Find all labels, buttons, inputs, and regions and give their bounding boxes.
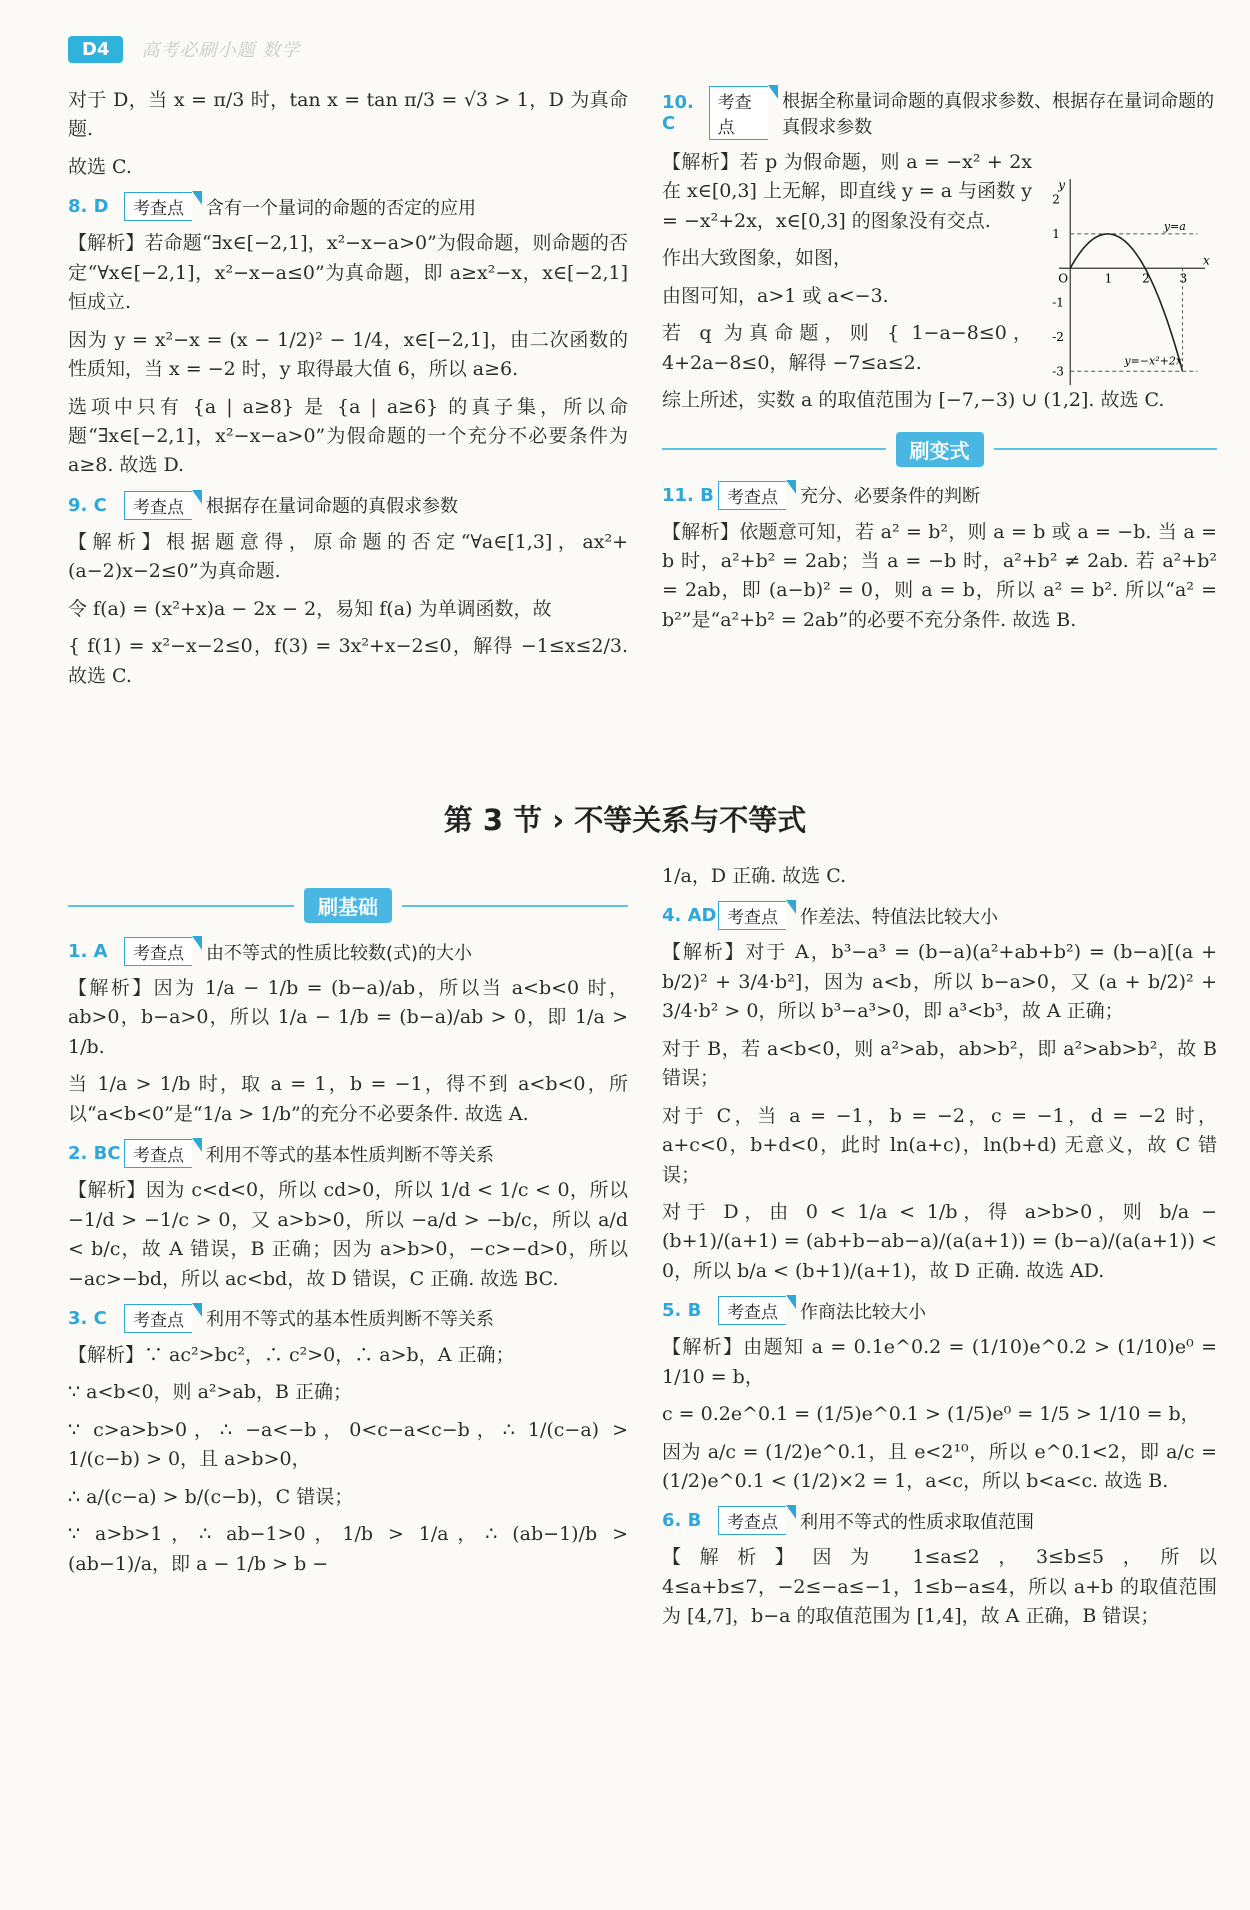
solution-line: 对于 D，当 x = π/3 时，tan x = tan π/3 = √3 > 1，D 为真命题. bbox=[68, 86, 628, 145]
solution-line: 【解析】因为 1/a − 1/b = (b−a)/ab，所以当 a<b<0 时，ab>0，b−a>0，所以 1/a − 1/b = (b−a)/ab > 0，即 1/a > 1/b. bbox=[68, 974, 628, 1062]
question-topic: 由不等式的性质比较数(式)的大小 bbox=[206, 939, 472, 965]
solution-line: 综上所述，实数 a 的取值范围为 [−7,−3) ∪ (1,2]. 故选 C. bbox=[662, 386, 1217, 415]
question-topic: 利用不等式的基本性质判断不等关系 bbox=[206, 1141, 494, 1167]
solution-line: 1/a，D 正确. 故选 C. bbox=[662, 862, 1217, 891]
solution-line: 令 f(a) = (x²+x)a − 2x − 2，易知 f(a) 为单调函数，故 bbox=[68, 595, 628, 624]
solution-line: 【解析】若 p 为假命题，则 a = −x² + 2x 在 x∈[0,3] 上无解，即直线 y = a 与函数 y = −x²+2x，x∈[0,3] 的图象没有交点. bbox=[662, 148, 1032, 236]
x-tick-label: O bbox=[1058, 271, 1068, 285]
solution-line: 对于 B，若 a<b<0，则 a²>ab，ab>b²，即 a²>ab>b²，故 B 错误； bbox=[662, 1035, 1217, 1094]
solution-line: ∵ c>a>b>0，∴ −a<−b，0<c−a<c−b，∴ 1/(c−a) > 1/(c−b) > 0，且 a>b>0， bbox=[68, 1416, 628, 1475]
question-number: 4. AD bbox=[662, 905, 718, 926]
right-column-bottom bbox=[662, 862, 1217, 1640]
question-number: 6. B bbox=[662, 1510, 718, 1531]
x-tick-label: 2 bbox=[1142, 271, 1150, 285]
topic-tag: 考查点 bbox=[718, 901, 786, 930]
question-topic: 利用不等式的基本性质判断不等关系 bbox=[206, 1305, 494, 1331]
topic-tag: 考查点 bbox=[124, 1139, 192, 1168]
banner-rule bbox=[68, 905, 294, 907]
banner-label: 刷基础 bbox=[304, 888, 392, 923]
solution-line: 【解析】依题意可知，若 a² = b²，则 a = b 或 a = −b. 当 a = b 时，a²+b² = 2ab；当 a = −b 时，a²+b² ≠ 2ab. 若 a²+b² = 2ab，即 (a−b)² = 0，则 a = b，所以 a² = b². 所以“a² = b²”是“a²+b² = 2ab”的必要不充分条件. 故选 B. bbox=[662, 518, 1217, 636]
topic-tag: 考查点 bbox=[124, 937, 192, 966]
question-header bbox=[68, 1304, 628, 1333]
y-tick-label: -3 bbox=[1052, 364, 1064, 378]
topic-tag: 考查点 bbox=[124, 1304, 192, 1333]
left-column-top bbox=[68, 86, 628, 699]
solution-line: 因为 y = x²−x = (x − 1/2)² − 1/4，x∈[−2,1]，由二次函数的性质知，当 x = −2 时，y 取得最大值 6，所以 a≥6. bbox=[68, 326, 628, 385]
x-tick-label: 3 bbox=[1180, 271, 1188, 285]
banner-rule bbox=[662, 448, 886, 450]
book-title: 高考必刷小题 数学 bbox=[141, 36, 300, 62]
solution-line: ∴ a/(c−a) > b/(c−b)，C 错误； bbox=[68, 1483, 628, 1512]
solution-line: 因为 a/c = (1/2)e^0.1，且 e<2¹⁰，所以 e^0.1<2，即 a/c = (1/2)e^0.1 < (1/2)×2 = 1，a<c，所以 b<a<c. 故选 B. bbox=[662, 1438, 1217, 1497]
question-number: 3. C bbox=[68, 1308, 124, 1329]
question-number: 9. C bbox=[68, 495, 124, 516]
topic-tag: 考查点 bbox=[718, 1506, 786, 1535]
solution-line: c = 0.2e^0.1 = (1/5)e^0.1 > (1/5)e⁰ = 1/5 > 1/10 = b， bbox=[662, 1400, 1217, 1429]
solution-line: 由图可知，a>1 或 a<−3. bbox=[662, 282, 1032, 311]
page-header bbox=[68, 32, 300, 66]
question-topic: 作商法比较大小 bbox=[800, 1298, 926, 1324]
section-banner bbox=[68, 888, 628, 923]
banner-rule bbox=[994, 448, 1218, 450]
question-header bbox=[662, 1506, 1217, 1535]
question-number: 10. C bbox=[662, 92, 709, 134]
question-topic: 充分、必要条件的判断 bbox=[800, 482, 980, 508]
y-tick-label: -2 bbox=[1052, 330, 1064, 344]
question-header bbox=[662, 481, 1217, 510]
question-number: 5. B bbox=[662, 1300, 718, 1321]
function-graph bbox=[1047, 171, 1217, 401]
question-header bbox=[68, 1139, 628, 1168]
solution-line: 作出大致图象，如图， bbox=[662, 244, 1032, 273]
topic-tag: 考查点 bbox=[709, 86, 768, 140]
x-tick-label: 1 bbox=[1105, 271, 1113, 285]
question-topic: 根据全称量词命题的真假求参数、根据存在量词命题的真假求参数 bbox=[782, 87, 1217, 139]
topic-tag: 考查点 bbox=[718, 481, 786, 510]
solution-line: 若 q 为真命题，则 { 1−a−8≤0，4+2a−8≤0，解得 −7≤a≤2. bbox=[662, 319, 1032, 378]
solution-line: 【解析】若命题“∃x∈[−2,1]，x²−x−a>0”为假命题，则命题的否定“∀x∈[−2,1]，x²−x−a≤0”为真命题，即 a≥x²−x，x∈[−2,1] 恒成立. bbox=[68, 229, 628, 317]
solution-line: ∵ a<b<0，则 a²>ab，B 正确； bbox=[68, 1378, 628, 1407]
solution-line: 【解析】由题知 a = 0.1e^0.2 = (1/10)e^0.2 > (1/10)e⁰ = 1/10 = b， bbox=[662, 1333, 1217, 1392]
solution-line: 【解析】∵ ac²>bc²，∴ c²>0，∴ a>b，A 正确； bbox=[68, 1341, 628, 1370]
question-header bbox=[68, 937, 628, 966]
question-header bbox=[662, 901, 1217, 930]
question-topic: 含有一个量词的命题的否定的应用 bbox=[206, 194, 476, 220]
question-number: 2. BC bbox=[68, 1143, 124, 1164]
question-topic: 利用不等式的性质求取值范围 bbox=[800, 1508, 1034, 1534]
section-banner bbox=[662, 432, 1217, 467]
x-axis-label: x bbox=[1203, 253, 1210, 267]
solution-line: ∵ a>b>1，∴ ab−1>0，1/b > 1/a，∴ (ab−1)/b > (ab−1)/a，即 a − 1/b > b − bbox=[68, 1520, 628, 1579]
banner-rule bbox=[402, 905, 628, 907]
topic-tag: 考查点 bbox=[718, 1296, 786, 1325]
solution-line: 【解析】对于 A，b³−a³ = (b−a)(a²+ab+b²) = (b−a)[(a + b/2)² + 3/4·b²]，因为 a<b，所以 b−a>0，又 (a + b/2)² + 3/4·b² > 0，所以 b³−a³>0，即 a³<b³，故 A 正确； bbox=[662, 938, 1217, 1026]
solution-line: 当 1/a > 1/b 时，取 a = 1，b = −1，得不到 a<b<0，所以“a<b<0”是“1/a > 1/b”的充分不必要条件. 故选 A. bbox=[68, 1070, 628, 1129]
solution-line: 对于 C，当 a = −1，b = −2，c = −1，d = −2 时，a+c<0，b+d<0，此时 ln(a+c)，ln(b+d) 无意义，故 C 错误； bbox=[662, 1102, 1217, 1190]
series-label: y=−x²+2x bbox=[1123, 354, 1182, 367]
left-column-bottom bbox=[68, 872, 628, 1587]
solution-line: { f(1) = x²−x−2≤0，f(3) = 3x²+x−2≤0，解得 −1≤x≤2/3. 故选 C. bbox=[68, 632, 628, 691]
section-title: 第 3 节 › 不等关系与不等式 bbox=[0, 798, 1250, 839]
banner-label: 刷变式 bbox=[896, 432, 984, 467]
function-curve bbox=[1070, 234, 1182, 371]
y-axis-label: y bbox=[1057, 178, 1065, 192]
question-number: 8. D bbox=[68, 196, 124, 217]
topic-tag: 考查点 bbox=[124, 192, 192, 221]
question-header bbox=[68, 491, 628, 520]
solution-line: 对于 D，由 0 < 1/a < 1/b，得 a>b>0，则 b/a − (b+1)/(a+1) = (ab+b−ab−a)/(a(a+1)) = (b−a)/(a(a+1)) < 0，所以 b/a < (b+1)/(a+1)，故 D 正确. 故选 AD. bbox=[662, 1198, 1217, 1286]
question-number: 11. B bbox=[662, 485, 718, 506]
page-tag: D4 bbox=[68, 36, 123, 63]
solution-line: 【解析】因为 1≤a≤2，3≤b≤5，所以 4≤a+b≤7，−2≤−a≤−1，1≤b−a≤4，所以 a+b 的取值范围为 [4,7]，b−a 的取值范围为 [1,4]，故 A 正确，B 错误； bbox=[662, 1543, 1217, 1631]
solution-line: 【解析】根据题意得，原命题的否定“∀a∈[1,3]，ax²+(a−2)x−2≤0”为真命题. bbox=[68, 528, 628, 587]
y-tick-label: 2 bbox=[1052, 193, 1060, 207]
reference-line-label: y=a bbox=[1163, 220, 1186, 233]
topic-tag: 考查点 bbox=[124, 491, 192, 520]
right-column-top bbox=[662, 86, 1217, 635]
question-number: 1. A bbox=[68, 941, 124, 962]
solution-line: 故选 C. bbox=[68, 153, 628, 182]
y-tick-label: -1 bbox=[1052, 296, 1064, 310]
question-topic: 根据存在量词命题的真假求参数 bbox=[206, 492, 458, 518]
question-topic: 作差法、特值法比较大小 bbox=[800, 903, 998, 929]
solution-line: 选项中只有 {a | a≥8} 是 {a | a≥6} 的真子集，所以命题“∃x∈[−2,1]，x²−x−a>0”为假命题的一个充分不必要条件为 a≥8. 故选 D. bbox=[68, 393, 628, 481]
y-tick-label: 1 bbox=[1052, 227, 1060, 241]
question-header bbox=[662, 1296, 1217, 1325]
question-header bbox=[68, 192, 628, 221]
solution-line: 【解析】因为 c<d<0，所以 cd>0，所以 1/d < 1/c < 0，所以 −1/d > −1/c > 0，又 a>b>0，所以 −a/d > −b/c，所以 a/d < b/c，故 A 错误，B 正确；因为 a>b>0，−c>−d>0，所以 −ac>−bd，所以 ac<bd，故 D 错误，C 正确. 故选 BC. bbox=[68, 1176, 628, 1294]
question-header bbox=[662, 86, 1217, 140]
